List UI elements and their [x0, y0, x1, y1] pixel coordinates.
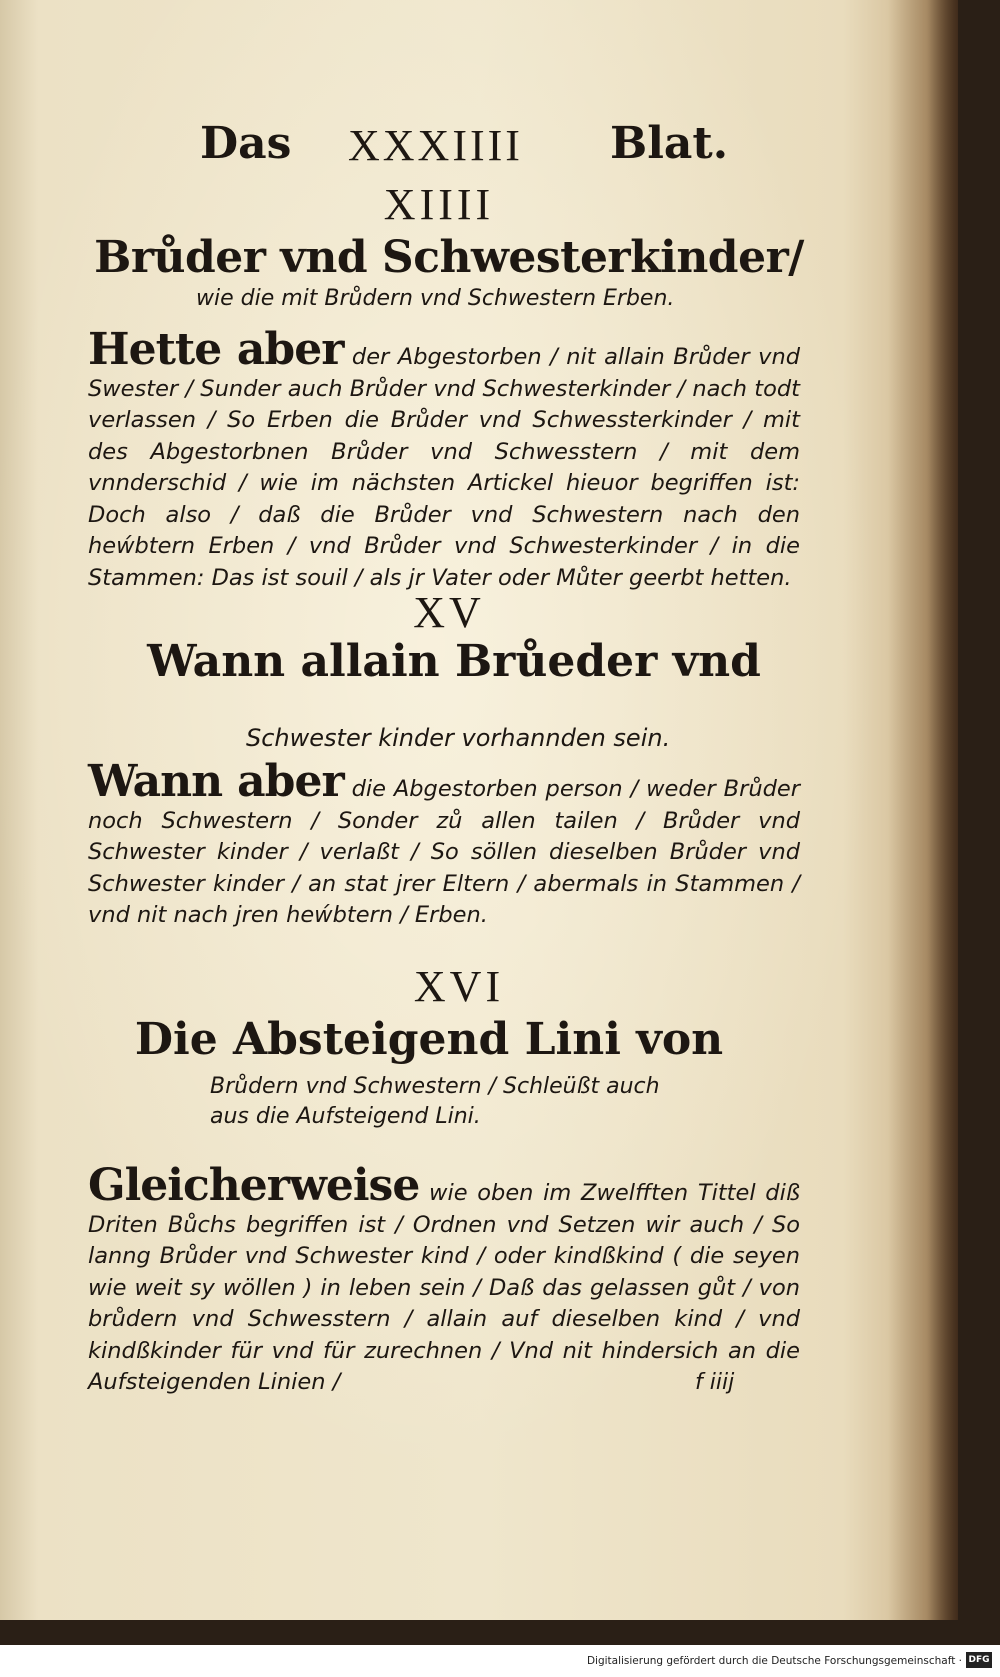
paragraph-15: [88, 756, 801, 932]
paragraph-text: die Abgestorben person / weder Brůder noch Schwestern / Sonder zů allen tailen / Brůder vnd Schwester kinder / verlaßt / So söllen dieselben Brůder vnd Schwester kinder / an stat jrer Eltern / abermals in Stammen / vnd nit nach jren heẃbtern / Erben.: [88, 776, 801, 928]
running-head-numeral: XXXIIII: [348, 121, 523, 170]
section-title-15: Wann allain Brůeder vnd: [147, 636, 761, 687]
section-numeral-16: XVI: [413, 962, 505, 1011]
paragraph-14: [88, 324, 800, 594]
paragraph-text: der Abgestorben / nit allain Brůder vnd Swester / Sunder auch Brůder vnd Schwesterkinder / nach todt verlassen / So Erben die Brůder vnd Schwessterkinder / mit des Abgestorbnen Brůder vnd Schwesstern / mit dem vnnderschid / wie im nächsten Artickel hieuor begriffen ist: Doch also / daß die Brůder vnd Schwestern nach den heẃbtern Erben / vnd Brůder vnd Schwesterkinder / in die Stammen: Das ist souil / als jr Vater oder Můter geerbt hetten.: [88, 344, 800, 591]
section-subtitle-16-line1: Brůdern vnd Schwestern / Schleüßt auch: [210, 1074, 660, 1099]
section-subtitle-16-line2: aus die Aufsteigend Lini.: [210, 1104, 481, 1129]
dfg-credit-text: Digitalisierung gefördert durch die Deutsche Forschungsgemeinschaft ·: [586, 1655, 962, 1667]
section-title-14: Brůder vnd Schwesterkinder/: [94, 232, 804, 283]
footer-bar: [0, 1645, 1000, 1677]
section-title-16: Die Absteigend Lini von: [134, 1014, 724, 1065]
paragraph-initial: Wann aber: [88, 756, 344, 807]
signature-mark: f iiij: [695, 1370, 735, 1395]
paragraph-initial: Hette aber: [88, 324, 344, 375]
section-subtitle-15: Schwester kinder vorhannden sein.: [246, 724, 671, 752]
running-head: [200, 118, 745, 178]
section-numeral-15: XV: [413, 588, 485, 637]
paragraph-initial: Gleicherweise: [88, 1160, 420, 1211]
running-head-right: Blat.: [610, 118, 729, 169]
paragraph-text: wie oben im Zwelfften Tittel diß Driten Bůchs begriffen ist / Ordnen vnd Setzen wir auch / So lanng Brůder vnd Schwester kind / oder kindßkind ( die seyen wie weit sy wöllen ) in leben sein / Daß das gelassen gůt / von brůdern vnd Schwesstern / allain auf dieselben kind / vnd kindßkinder für vnd für zurechnen / Vnd nit hindersich an die Aufsteigenden Linien /: [88, 1180, 800, 1395]
dfg-logo: DFG: [966, 1652, 992, 1668]
paragraph-16: [88, 1160, 800, 1399]
running-head-left: Das: [200, 118, 292, 169]
section-numeral-14: XIIII: [383, 180, 495, 229]
section-subtitle-14: wie die mit Brůdern vnd Schwestern Erben.: [196, 286, 675, 311]
